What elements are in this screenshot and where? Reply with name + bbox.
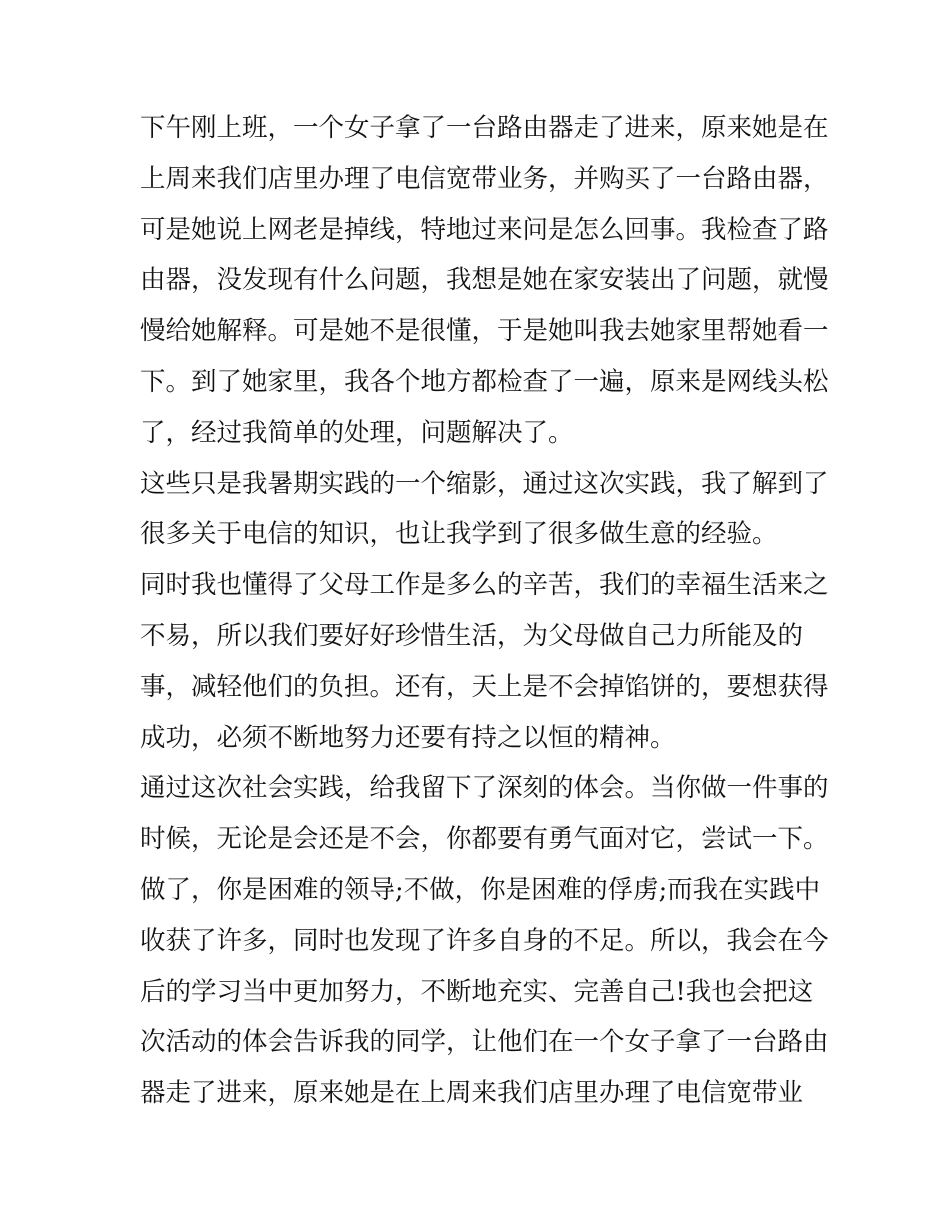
text-line: 上周来我们店里办理了电信宽带业务，并购买了一台路由器， <box>140 163 829 194</box>
text-line: 这些只是我暑期实践的一个缩影，通过这次实践，我了解到了 <box>140 468 829 499</box>
text-line: 时候，无论是会还是不会，你都要有勇气面对它，尝试一下。 <box>140 824 829 855</box>
text-line: 后的学习当中更加努力，不断地充实、完善自己!我也会把这 <box>140 976 814 1007</box>
text-line: 成功，必须不断地努力还要有持之以恒的精神。 <box>140 722 676 753</box>
text-line: 通过这次社会实践，给我留下了深刻的体会。当你做一件事的 <box>140 773 829 804</box>
text-line: 由器，没发现有什么问题，我想是她在家安装出了问题，就慢 <box>140 265 829 296</box>
text-line: 了，经过我简单的处理，问题解决了。 <box>140 417 574 448</box>
text-line: 下。到了她家里，我各个地方都检查了一遍，原来是网线头松 <box>140 366 829 397</box>
text-line: 收获了许多，同时也发现了许多自身的不足。所以，我会在今 <box>140 925 829 956</box>
text-line: 做了，你是困难的领导;不做，你是困难的俘虏;而我在实践中 <box>140 874 821 905</box>
text-line: 次活动的体会告诉我的同学，让他们在一个女子拿了一台路由 <box>140 1027 829 1058</box>
text-line: 器走了进来，原来她是在上周来我们店里办理了电信宽带业 <box>140 1078 804 1109</box>
text-line: 很多关于电信的知识，也让我学到了很多做生意的经验。 <box>140 519 778 550</box>
text-line: 下午刚上班，一个女子拿了一台路由器走了进来，原来她是在 <box>140 113 829 143</box>
document-body <box>140 103 830 1119</box>
text-line: 不易，所以我们要好好珍惜生活，为父母做自己力所能及的 <box>140 620 804 651</box>
text-line: 可是她说上网老是掉线，特地过来问是怎么回事。我检查了路 <box>140 214 829 245</box>
text-line: 事，减轻他们的负担。还有，天上是不会掉馅饼的，要想获得 <box>140 671 829 702</box>
text-line: 同时我也懂得了父母工作是多么的辛苦，我们的幸福生活来之 <box>140 570 829 601</box>
text-line: 慢给她解释。可是她不是很懂，于是她叫我去她家里帮她看一 <box>140 316 829 347</box>
